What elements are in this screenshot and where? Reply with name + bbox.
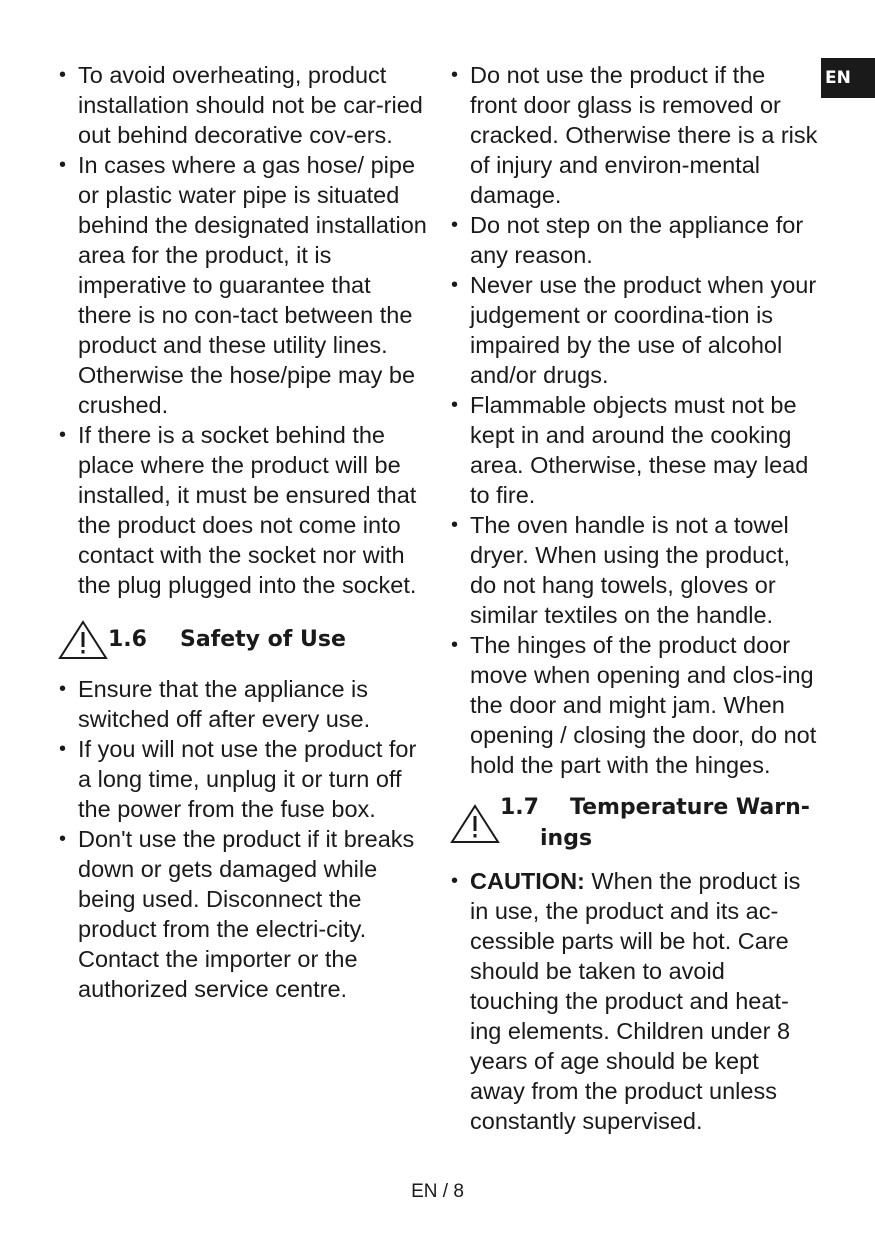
list-item: • Flammable objects must not be kept in and around the cooking area. Otherwise, these may lead to fire. [450,390,818,510]
list-item: • Never use the product when your judgement or coordina-tion is impaired by the use of alcohol and/or drugs. [450,270,818,390]
section-heading-temperature-warnings [450,792,818,854]
section-title [540,792,810,854]
temperature-warnings-list [450,866,818,1136]
list-item: • Ensure that the appliance is switched off after every use. [58,674,430,734]
section-heading-safety-of-use [58,620,430,660]
list-item: • The oven handle is not a towel dryer. When using the product, do not hang towels, gloves or similar textiles on the handle. [450,510,818,630]
warning-triangle-icon [450,804,500,844]
list-item: • If you will not use the product for a long time, unplug it or turn off the power from the fuse box. [58,734,430,824]
section-title: Safety of Use [179,627,346,652]
list-item: • Do not use the product if the front door glass is removed or cracked. Otherwise there is a risk of injury and environ-mental damage. [450,60,818,210]
list-item: • In cases where a gas hose/ pipe or plastic water pipe is situated behind the designated installation area for the product, it is imperative to guarantee that there is no con-tact between the product and these utility lines. Otherwise the hose/pipe may be crushed. [58,150,430,420]
safety-of-use-list [58,674,430,1004]
caution-text: When the product is in use, the product and its ac-cessible parts will be hot. Care should be taken to avoid touching the product and heat-ing elements. Children under 8 years of age should be kept away from the product unless constantly supervised. [470,868,801,1134]
list-item: • Do not step on the appliance for any reason. [450,210,818,270]
section-number: 1.7 [500,795,539,820]
right-bullet-list [450,60,818,780]
list-item [450,866,818,1136]
page-footer: EN / 8 [411,1181,464,1202]
left-bullet-list [58,60,430,600]
section-number: 1.6 [108,627,147,652]
list-item: • To avoid overheating, product installation should not be car-ried out behind decorative cov-ers. [58,60,430,150]
warning-triangle-icon [58,620,108,660]
language-tab: EN [821,58,875,98]
left-column [58,60,430,1004]
list-item: • The hinges of the product door move when opening and clos-ing the door and might jam. When opening / closing the door, do not hold the part with the hinges. [450,630,818,780]
right-column [450,60,818,1136]
caution-label: CAUTION: [470,868,585,894]
list-item: • If there is a socket behind the place where the product will be installed, it must be ensured that the product does not come into contact with the socket nor with the plug plugged into the socket. [58,420,430,600]
section-title-line-1: Temperature Warn- [570,795,810,820]
section-title-line-2: ings [540,826,593,851]
list-item: • Don't use the product if it breaks down or gets damaged while being used. Disconnect the product from the electri-city. Contact the importer or the authorized service centre. [58,824,430,1004]
